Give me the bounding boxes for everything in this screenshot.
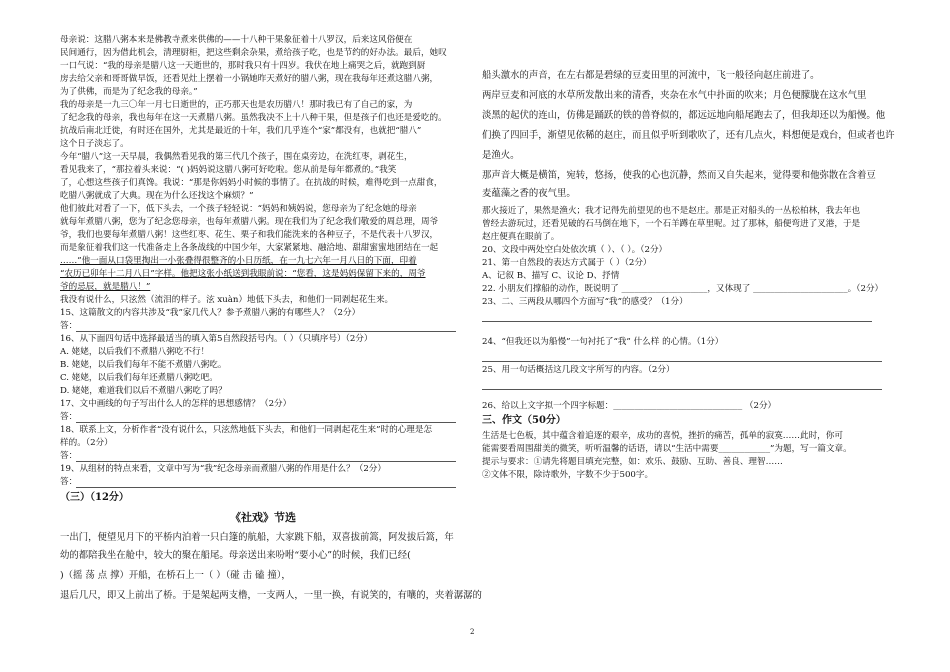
- text-line: 这个日子淡忘了。: [60, 139, 129, 149]
- text-line: 民间通行，因为借此机会，清理厨柜，把这些剩余杂果，煮给孩子吃，也是节约的好办法。最后，她叹: [60, 48, 447, 58]
- text-line: 了纪念我的母亲，我也每年在这一天煮腊八粥。虽然我决不上十八种干果，但是孩子们也还是爱吃的。: [60, 113, 447, 123]
- answer-line[interactable]: [76, 331, 456, 332]
- underlined-line: 爷的忌辰，就是腊八！”: [60, 282, 151, 292]
- section-heading: 三、作文（50分）: [482, 415, 566, 426]
- page-number: 2: [470, 628, 475, 636]
- text-line: 船头激水的声音，在左右都是碧绿的豆麦田里的河流中，飞一般径向赵庄前进了。: [482, 70, 820, 81]
- text-line: 了，心想这些孩子们真馋。我说：“那是你妈妈小时候的事情了。在抗战的时候，难得吃到一点甜食，: [60, 178, 443, 188]
- question-26: 26、给以上文字拟一个四字标题：______________________________ （2分）: [482, 401, 777, 411]
- section-heading: （三）（12分）: [60, 492, 129, 503]
- question-21: 21、第一自然段的表达方式属于（ ）（2分）: [482, 258, 652, 268]
- text-line: 一口气说：“我的母亲是腊八这一天逝世的，那时我只有十四岁。我伏在地上痛哭之后，就跑到厨: [60, 61, 426, 71]
- text-line: 麦蕴藻之香的夜气里。: [482, 188, 576, 199]
- text-line: 那声音大概是横笛，宛转，悠扬，使我的心也沉静，然而又自失起来，觉得要和他弥散在含着豆: [482, 170, 876, 181]
- answer-label: 答：: [60, 412, 78, 422]
- underlined-line: ……”他一面从口袋里掏出一小张叠得很整齐的小日历纸，在一九七六年一月八日的下面，印着: [60, 256, 417, 266]
- text-line: 赵庄便真在眼前了。: [482, 232, 560, 242]
- text-line: 是渔火。: [482, 150, 520, 161]
- answer-line[interactable]: [76, 461, 456, 462]
- text-line: 样的。（2分）: [60, 438, 113, 448]
- answer-line[interactable]: [482, 361, 882, 362]
- text-line: 两岸豆麦和河底的水草所发散出来的清香，夹杂在水气中扑面的吹来；月色便朦胧在这水气里: [482, 90, 867, 101]
- option-a: A. 姥姥，以后我们不煮腊八粥吃不行！: [60, 347, 210, 357]
- text-line: 母亲说：这腊八粥本来是佛教寺煮来供佛的——十八种干果象征着十八罗汉，后来这风俗便在: [60, 35, 413, 45]
- option-c: C. 姥姥，以后我们每年还煮腊八粥吃吧。: [60, 373, 218, 383]
- question-24: 24、“但我还以为船慢”一句衬托了“我” 什么样 的心情。（1分）: [482, 337, 724, 347]
- answer-line[interactable]: [76, 422, 456, 423]
- answer-line[interactable]: [482, 389, 882, 390]
- text-line: 我的母亲是一九三〇年一月七日逝世的，正巧那天也是农历腊八！那时我已有了自己的家，为: [60, 100, 413, 110]
- text-line: )（摇 荡 点 撑）开船，在桥石上一（ ）（碰 击 磕 撞），: [60, 570, 291, 581]
- text-line: 幼的都陪我坐在舱中，较大的聚在船尾。母亲送出来吩咐“要小心”的时候，我们已经(: [60, 550, 411, 561]
- question-17: 17、文中画线的句子写出什么人的怎样的思想感情？（2分）: [60, 399, 292, 409]
- answer-line[interactable]: [482, 321, 872, 322]
- answer-label: 答：: [60, 451, 78, 461]
- question-20: 20、文段中两处空白处依次填（ ）、（ ）。（2分）: [482, 245, 668, 255]
- answer-label: 答：: [60, 321, 78, 331]
- text-line: 吃腊八粥就成了大典。现在为什么还找这个麻烦？”: [60, 191, 254, 201]
- question-19: 19、从组材的特点来看，文章中写为“我”纪念母亲而煮腊八粥的作用是什么？（2分）: [60, 464, 386, 474]
- question-16: 16、从下面四句话中选择最适当的填入第5自然段括号内。（ ）（只填序号）（2分）: [60, 334, 373, 344]
- question-22: 22. 小朋友们撑船的动作，既说明了 ____________________，又体现了 ______________________。（2分）: [482, 284, 884, 294]
- text-line: 生活是七色板，其中蕴含着追逐的艰辛，成功的喜悦，挫折的痛苦，孤单的寂寞……此时，你可: [482, 431, 843, 441]
- text-line: 一出门，便望见月下的平桥内泊着一只白篷的航船，大家跳下船，双喜拔前篙，阿发拔后篙，年: [60, 532, 454, 543]
- underlined-line: “农历已卯年十二月八日”字样。他把这张小纸送到我眼前说：“您看，这是妈妈保留下来的，周爷: [60, 269, 426, 279]
- text-line: 就每年煮腊八粥，您为了纪念您母亲，也每年煮腊八粥。现在我们为了纪念我们敬爱的周总理，周爷: [60, 217, 439, 227]
- option-b: B. 姥姥，以后我们每年不能不煮腊八粥吃。: [60, 360, 227, 370]
- text-line: 抗战后南北迁徙，有时还在国外，尤其是最近的十年，我们几乎连个“家”都没有，也就把“腊八”: [60, 126, 422, 136]
- text-line: 看见我来了，“那拉着头来说：“( )妈妈说这腊八粥可好吃啦。您从前是每年都煮的。”我笑: [60, 165, 397, 175]
- text-line: 我没有说什么，只泫然（流泪的样子。泫 xuàn）地低下头去，和他们一同剥起花生来。: [60, 295, 394, 305]
- question-25: 25、用一句话概括这几段文字所写的内容。（2分）: [482, 365, 675, 375]
- question-23: 23、二、三两段从哪四个方面写“我”的感受？（1分）: [482, 297, 688, 307]
- question-18: 18、联系上文，分析作者“没有说什么，只泫然地低下头去，和他们一同剥起花生来”时的心理是怎: [60, 425, 433, 435]
- text-line: 为了供佛，而是为了纪念我的母亲。”: [60, 87, 198, 97]
- options-21: A、记叙 B、描写 C、议论 D、抒情: [482, 271, 620, 281]
- text-line: 而是象征着我们这一代准备走上各条战线的中国少年，大家紧紧地、融洽地、甜甜蜜蜜地团结在一起: [60, 243, 439, 253]
- answer-label: 答：: [60, 477, 78, 487]
- passage-title: 《社戏》节选: [230, 511, 296, 524]
- text-line: ②文体不限，除诗歌外，字数不少于500字。: [482, 470, 654, 480]
- text-line: 那火接近了，果然是渔火；我才记得先前望见的也不是赵庄。那是正对船头的一丛松柏林，我去年也: [482, 206, 861, 216]
- text-line: 今年“腊八”这一天早晨，我偶然看见我的第三代几个孩子，围在桌旁边，在洗红枣，剥花生，: [60, 152, 413, 162]
- text-line: 淡黑的起伏的连山，仿佛是踊跃的铁的兽脊似的，都远远地向船尾跑去了，但我却还以为船慢。他: [482, 110, 886, 121]
- text-line: 曾经去游玩过，还看见破的石马倒在地下，一个石羊蹲在草里呢。过了那林，船便弯进了叉港，于是: [482, 219, 861, 229]
- text-line: 爷，我们也要每年煮腊八粥！这些红枣、花生、栗子和我们能洗来的各种豆子，不是代表十八罗汉，: [60, 230, 439, 240]
- text-line: 退后几尺，即又上前出了桥。于是架起两支橹，一支两人，一里一换，有说笑的，有嚷的，夹着潺潺的: [60, 590, 482, 601]
- answer-line[interactable]: [76, 487, 456, 488]
- option-d: D. 姥姥，难道我们以后不煮腊八粥吃了吗？: [60, 386, 227, 396]
- text-line: 房去给父亲和哥哥做早饭，还看见灶上摆着一小锅她昨天煮好的腊八粥，现在我每年还煮这腊八粥，: [60, 74, 439, 84]
- text-line: 们换了四回手，渐望见依稀的赵庄，而且似乎听到歌吹了，还有几点火，料想便是戏台，但或者也许: [482, 130, 895, 141]
- text-line: 能需要看周围甜美的微笑，听听温馨的话语，请以“生活中需要____________”为题，写一篇文章。: [482, 444, 852, 454]
- text-line: 提示与要求：①请先将题目填充完整，如：欢乐、鼓励、互助、善良、理智……: [482, 457, 783, 467]
- text-line: 他们彼此对看了一下，低下头去，一个孩子轻轻说：“妈妈和姨妈说，您母亲为了纪念她的母亲: [60, 204, 417, 214]
- question-15: 15、这篇散文的内容共涉及“我”家几代人？参予煮腊八粥的有哪些人？（2分）: [60, 308, 361, 318]
